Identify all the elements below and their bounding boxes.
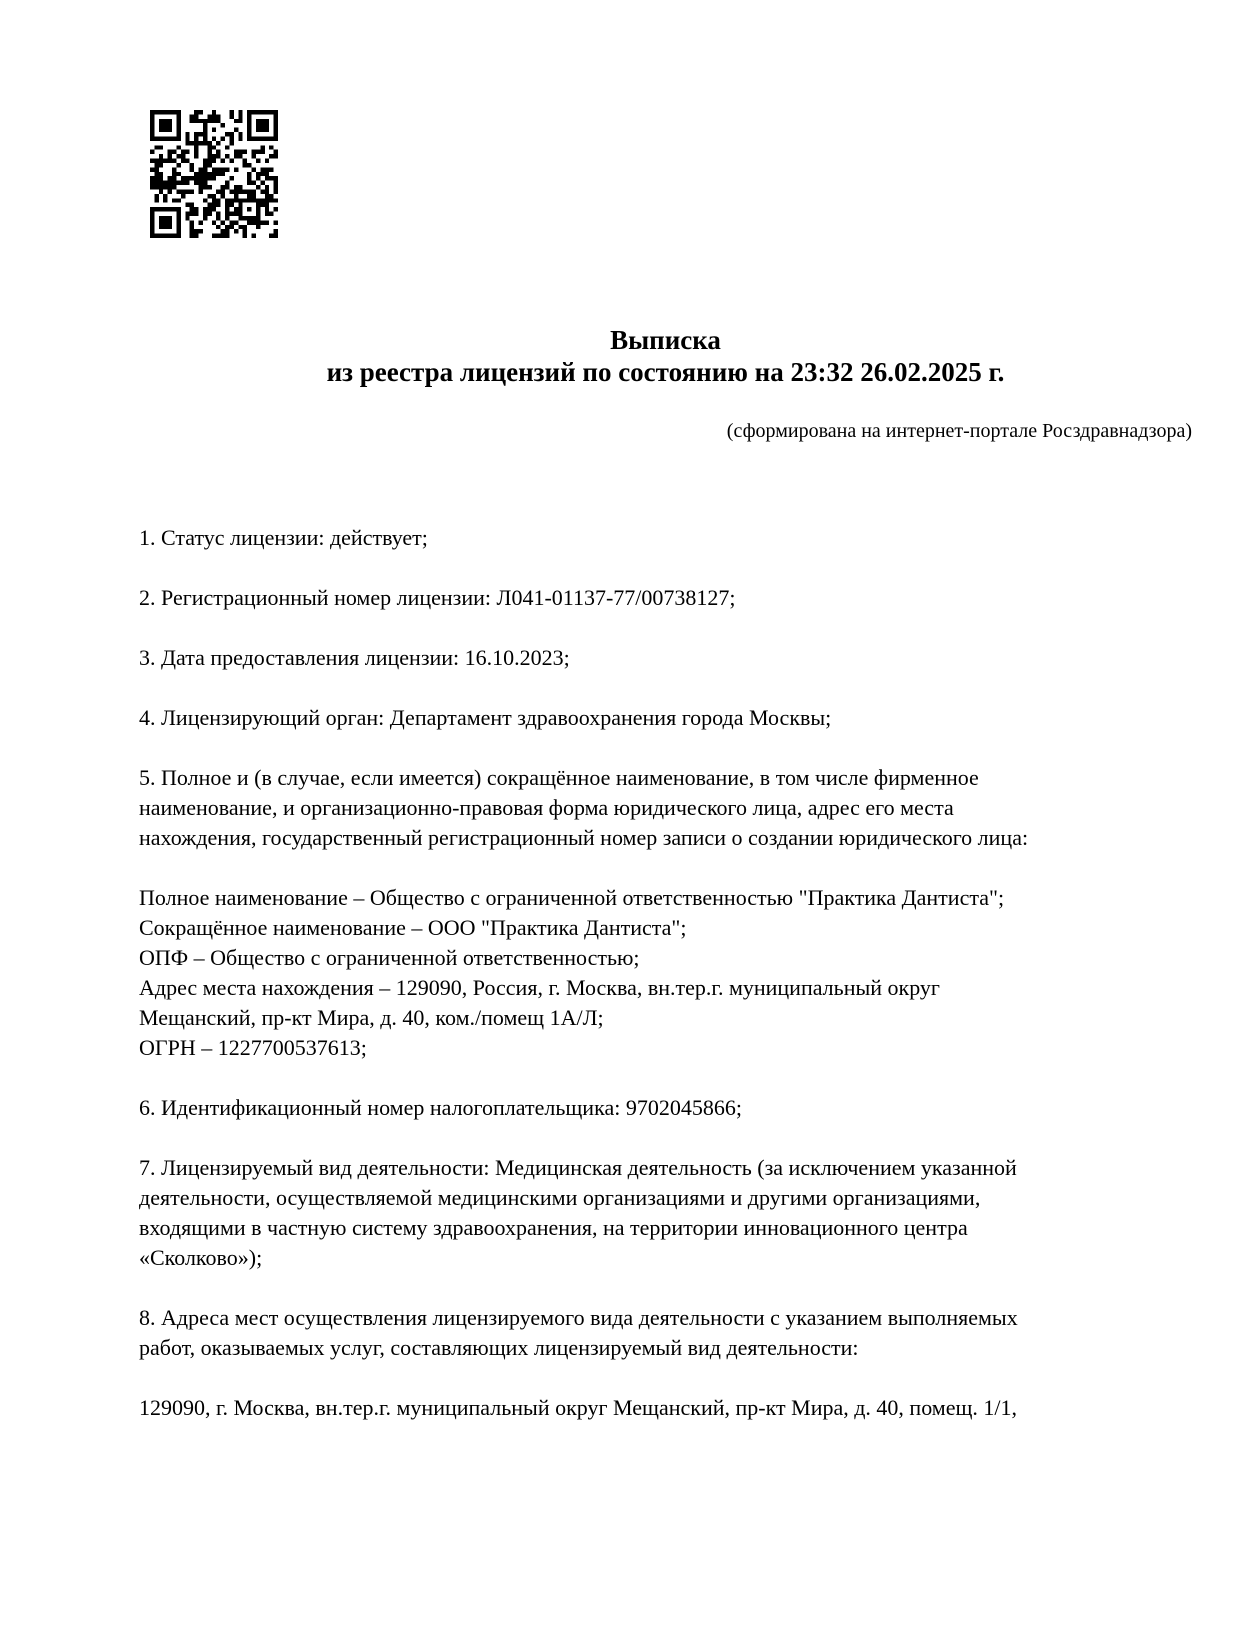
text-line: 7. Лицензируемый вид деятельности: Медицинская деятельность (за исключением указанной bbox=[139, 1155, 1017, 1180]
document-body bbox=[139, 523, 1192, 1423]
paragraph bbox=[139, 883, 1192, 1063]
text-line: ОГРН – 1227700537613; bbox=[139, 1035, 367, 1060]
text-line: Мещанский, пр-кт Мира, д. 40, ком./помещ 1А/Л; bbox=[139, 1005, 604, 1030]
paragraph bbox=[139, 643, 1192, 673]
text-line: деятельности, осуществляемой медицинскими организациями и другими организациями, bbox=[139, 1185, 981, 1210]
text-line: наименование, и организационно-правовая форма юридического лица, адрес его места bbox=[139, 795, 954, 820]
text-line: работ, оказываемых услуг, составляющих лицензируемый вид деятельности: bbox=[139, 1335, 859, 1360]
text-line: входящими в частную систему здравоохранения, на территории инновационного центра bbox=[139, 1215, 968, 1240]
text-line: нахождения, государственный регистрационный номер записи о создании юридического лица: bbox=[139, 825, 1029, 850]
formation-note: (сформирована на интернет-портале Росздравнадзора) bbox=[726, 420, 1192, 442]
text-line: 2. Регистрационный номер лицензии: Л041-01137-77/00738127; bbox=[139, 585, 736, 610]
paragraph bbox=[139, 1393, 1192, 1423]
text-line: Полное наименование – Общество с ограниченной ответственностью "Практика Дантиста"; bbox=[139, 885, 1005, 910]
text-line: ОПФ – Общество с ограниченной ответственностью; bbox=[139, 945, 640, 970]
paragraph bbox=[139, 1153, 1192, 1273]
paragraph bbox=[139, 523, 1192, 553]
text-line: Адрес места нахождения – 129090, Россия, г. Москва, вн.тер.г. муниципальный округ bbox=[139, 975, 940, 1000]
qr-code-image bbox=[150, 110, 278, 238]
text-line: 129090, г. Москва, вн.тер.г. муниципальный округ Мещанский, пр-кт Мира, д. 40, помещ. 1/1, bbox=[139, 1395, 1018, 1420]
title-line-2: из реестра лицензий по состоянию на 23:32 26.02.2025 г. bbox=[326, 357, 1005, 387]
text-line: 4. Лицензирующий орган: Департамент здравоохранения города Москвы; bbox=[139, 705, 832, 730]
paragraph bbox=[139, 1303, 1192, 1363]
text-line: 1. Статус лицензии: действует; bbox=[139, 525, 428, 550]
paragraph bbox=[139, 1093, 1192, 1123]
text-line: «Сколково»); bbox=[139, 1245, 263, 1270]
text-line: 5. Полное и (в случае, если имеется) сокращённое наименование, в том числе фирменное bbox=[139, 765, 979, 790]
paragraph bbox=[139, 763, 1192, 853]
text-line: 8. Адреса мест осуществления лицензируемого вида деятельности с указанием выполняемых bbox=[139, 1305, 1018, 1330]
paragraph bbox=[139, 583, 1192, 613]
title-line-1: Выписка bbox=[610, 325, 721, 355]
paragraph bbox=[139, 703, 1192, 733]
document-title bbox=[139, 0, 1192, 388]
qr-code-icon bbox=[150, 110, 278, 238]
text-line: 6. Идентификационный номер налогоплательщика: 9702045866; bbox=[139, 1095, 742, 1120]
text-line: 3. Дата предоставления лицензии: 16.10.2023; bbox=[139, 645, 570, 670]
text-line: Сокращённое наименование – ООО "Практика Дантиста"; bbox=[139, 915, 687, 940]
